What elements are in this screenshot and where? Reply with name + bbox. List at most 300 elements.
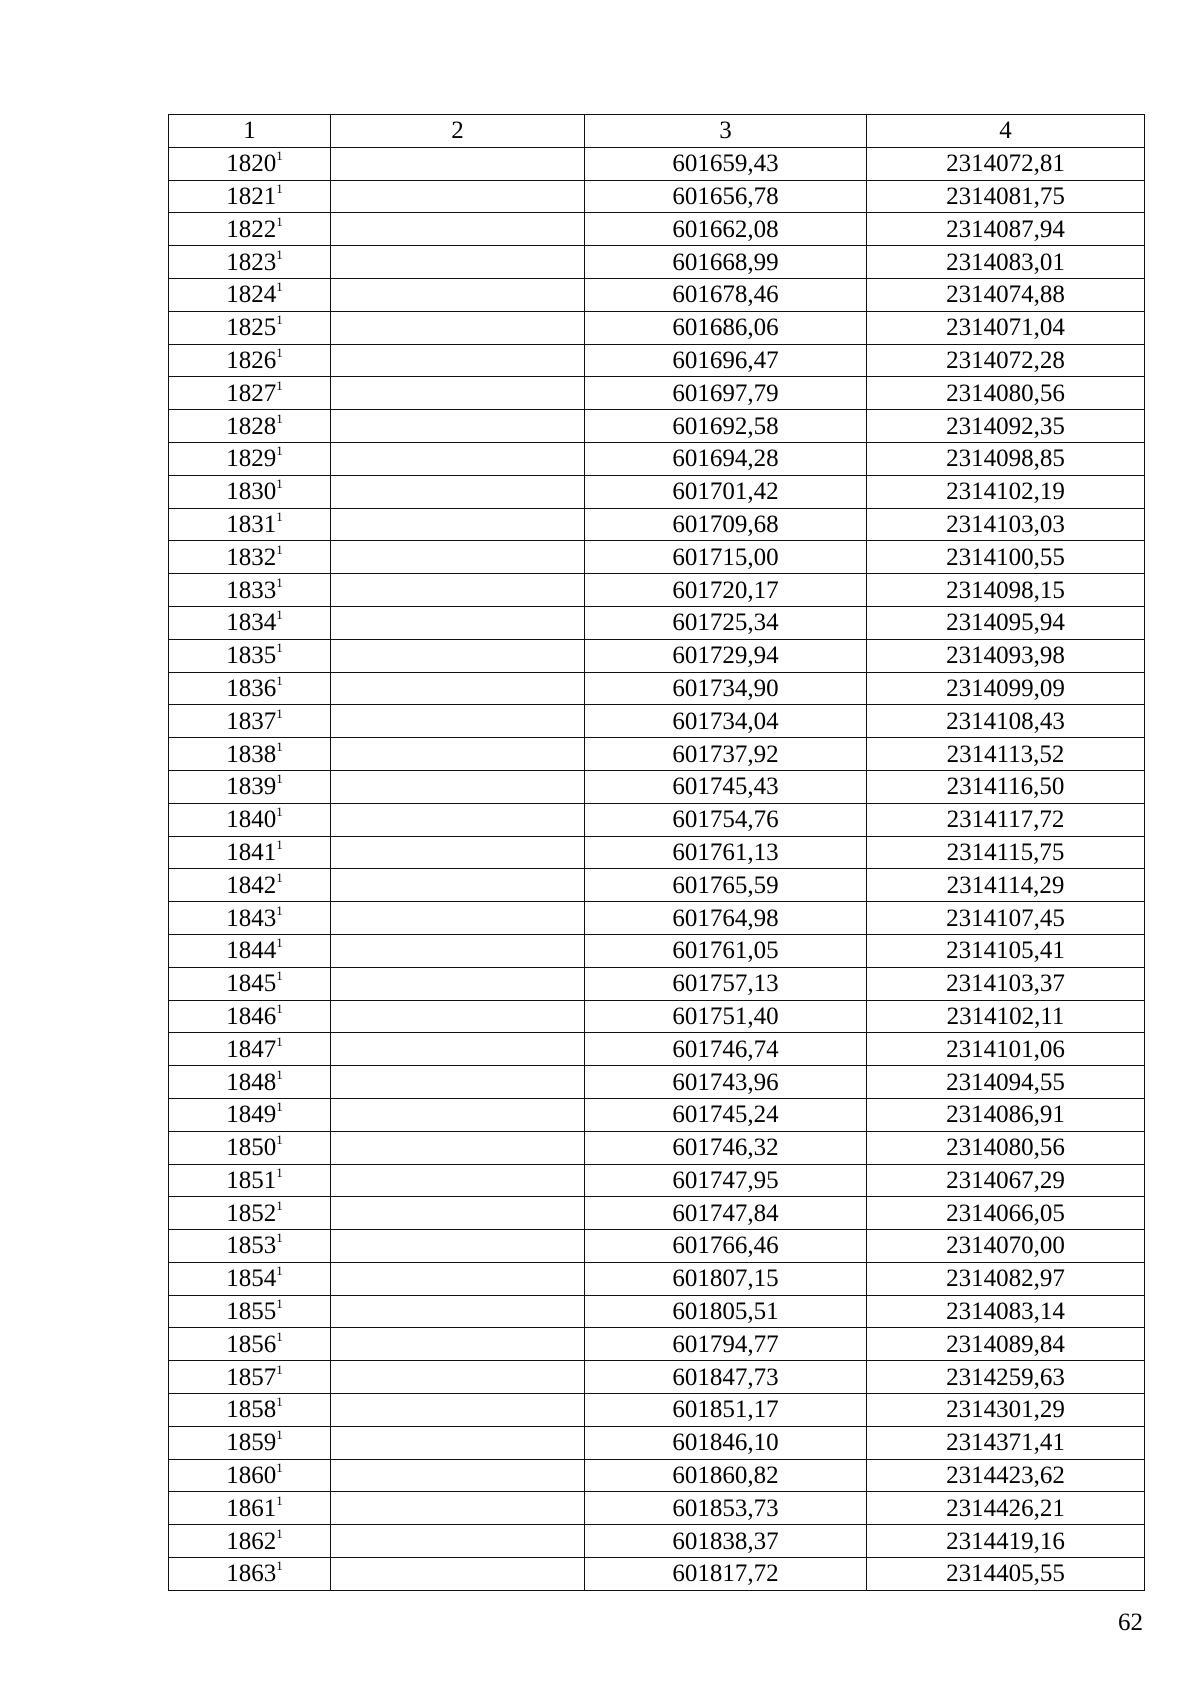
col2-cell: [331, 705, 585, 738]
point-superscript: 1: [276, 1296, 283, 1312]
y-coordinate-cell: 2314072,81: [867, 147, 1145, 180]
y-coordinate-cell: 2314102,11: [867, 1000, 1145, 1033]
table-row: [169, 541, 1145, 574]
table-row: [169, 1361, 1145, 1394]
point-superscript: 1: [276, 1132, 283, 1148]
col2-cell: [331, 1000, 585, 1033]
x-coordinate-cell: 601745,24: [585, 1098, 867, 1131]
point-number-cell: [169, 1558, 331, 1591]
point-number: 1834: [226, 609, 277, 637]
col2-cell: [331, 541, 585, 574]
x-coordinate-cell: 601678,46: [585, 278, 867, 311]
x-coordinate-cell: 601743,96: [585, 1066, 867, 1099]
point-superscript: 1: [276, 148, 283, 164]
point-superscript: 1: [276, 246, 283, 262]
table-row: [169, 934, 1145, 967]
y-coordinate-cell: 2314095,94: [867, 606, 1145, 639]
x-coordinate-cell: 601846,10: [585, 1426, 867, 1459]
table-row: [169, 1558, 1145, 1591]
point-number-cell: [169, 1131, 331, 1164]
table-row: [169, 1197, 1145, 1230]
point-number: 1821: [226, 182, 277, 210]
x-coordinate-cell: 601720,17: [585, 574, 867, 607]
x-coordinate-cell: 601851,17: [585, 1394, 867, 1427]
point-number-cell: [169, 1098, 331, 1131]
point-superscript: 1: [276, 902, 283, 918]
point-superscript: 1: [276, 1263, 283, 1279]
x-coordinate-cell: 601709,68: [585, 508, 867, 541]
x-coordinate-cell: 601754,76: [585, 803, 867, 836]
point-superscript: 1: [276, 1427, 283, 1443]
table-row: [169, 672, 1145, 705]
point-number-cell: [169, 246, 331, 279]
y-coordinate-cell: 2314099,09: [867, 672, 1145, 705]
point-superscript: 1: [276, 213, 283, 229]
table-row: [169, 1492, 1145, 1525]
x-coordinate-cell: 601817,72: [585, 1558, 867, 1591]
point-number-cell: [169, 377, 331, 410]
point-number: 1835: [226, 642, 277, 670]
y-coordinate-cell: 2314072,28: [867, 344, 1145, 377]
table-row: [169, 1295, 1145, 1328]
table-row: [169, 967, 1145, 1000]
x-coordinate-cell: 601751,40: [585, 1000, 867, 1033]
table-header: [169, 115, 1145, 148]
col2-cell: [331, 738, 585, 771]
point-superscript: 1: [276, 640, 283, 656]
col2-cell: [331, 147, 585, 180]
x-coordinate-cell: 601747,84: [585, 1197, 867, 1230]
table-row: [169, 705, 1145, 738]
y-coordinate-cell: 2314102,19: [867, 475, 1145, 508]
coordinates-table: [168, 114, 1145, 1591]
table-row: [169, 213, 1145, 246]
x-coordinate-cell: 601696,47: [585, 344, 867, 377]
table-row: [169, 738, 1145, 771]
x-coordinate-cell: 601701,42: [585, 475, 867, 508]
col2-cell: [331, 1262, 585, 1295]
point-number-cell: [169, 639, 331, 672]
y-coordinate-cell: 2314083,14: [867, 1295, 1145, 1328]
point-number: 1848: [226, 1068, 277, 1096]
col2-cell: [331, 574, 585, 607]
point-superscript: 1: [276, 1230, 283, 1246]
table-row: [169, 475, 1145, 508]
y-coordinate-cell: 2314103,37: [867, 967, 1145, 1000]
point-superscript: 1: [276, 1394, 283, 1410]
point-number-cell: [169, 836, 331, 869]
col2-cell: [331, 1066, 585, 1099]
col2-cell: [331, 934, 585, 967]
header-col-2: 2: [331, 115, 585, 148]
point-superscript: 1: [276, 1328, 283, 1344]
table-row: [169, 180, 1145, 213]
point-number: 1854: [226, 1265, 277, 1293]
point-number: 1853: [226, 1232, 277, 1260]
x-coordinate-cell: 601668,99: [585, 246, 867, 279]
point-number: 1823: [226, 248, 277, 276]
point-number: 1847: [226, 1035, 277, 1063]
point-number-cell: [169, 213, 331, 246]
x-coordinate-cell: 601692,58: [585, 410, 867, 443]
table-row: [169, 410, 1145, 443]
x-coordinate-cell: 601807,15: [585, 1262, 867, 1295]
y-coordinate-cell: 2314071,04: [867, 311, 1145, 344]
point-number: 1861: [226, 1494, 277, 1522]
point-number: 1840: [226, 806, 277, 834]
table-row: [169, 639, 1145, 672]
point-number: 1849: [226, 1101, 277, 1129]
point-superscript: 1: [276, 1525, 283, 1541]
x-coordinate-cell: 601686,06: [585, 311, 867, 344]
point-number: 1850: [226, 1134, 277, 1162]
point-number-cell: [169, 442, 331, 475]
x-coordinate-cell: 601697,79: [585, 377, 867, 410]
point-superscript: 1: [276, 410, 283, 426]
point-number-cell: [169, 1000, 331, 1033]
table-row: [169, 836, 1145, 869]
x-coordinate-cell: 601794,77: [585, 1328, 867, 1361]
point-number-cell: [169, 1426, 331, 1459]
x-coordinate-cell: 601729,94: [585, 639, 867, 672]
col2-cell: [331, 869, 585, 902]
point-superscript: 1: [276, 705, 283, 721]
point-number-cell: [169, 869, 331, 902]
point-number: 1846: [226, 1002, 277, 1030]
table-row: [169, 1525, 1145, 1558]
point-superscript: 1: [276, 377, 283, 393]
col2-cell: [331, 1394, 585, 1427]
point-number: 1829: [226, 445, 277, 473]
point-superscript: 1: [276, 574, 283, 590]
y-coordinate-cell: 2314094,55: [867, 1066, 1145, 1099]
col2-cell: [331, 1328, 585, 1361]
col2-cell: [331, 1492, 585, 1525]
point-number-cell: [169, 147, 331, 180]
x-coordinate-cell: 601694,28: [585, 442, 867, 475]
header-col-4: 4: [867, 115, 1145, 148]
x-coordinate-cell: 601746,32: [585, 1131, 867, 1164]
y-coordinate-cell: 2314092,35: [867, 410, 1145, 443]
point-number-cell: [169, 902, 331, 935]
point-number: 1858: [226, 1396, 277, 1424]
y-coordinate-cell: 2314082,97: [867, 1262, 1145, 1295]
col2-cell: [331, 180, 585, 213]
col2-cell: [331, 410, 585, 443]
col2-cell: [331, 803, 585, 836]
y-coordinate-cell: 2314080,56: [867, 1131, 1145, 1164]
y-coordinate-cell: 2314371,41: [867, 1426, 1145, 1459]
point-superscript: 1: [276, 1000, 283, 1016]
x-coordinate-cell: 601757,13: [585, 967, 867, 1000]
point-number-cell: [169, 574, 331, 607]
table-row: [169, 147, 1145, 180]
table-row: [169, 1459, 1145, 1492]
point-number: 1856: [226, 1330, 277, 1358]
col2-cell: [331, 1525, 585, 1558]
x-coordinate-cell: 601746,74: [585, 1033, 867, 1066]
point-number-cell: [169, 1230, 331, 1263]
col2-cell: [331, 606, 585, 639]
point-number-cell: [169, 672, 331, 705]
y-coordinate-cell: 2314105,41: [867, 934, 1145, 967]
point-number-cell: [169, 1066, 331, 1099]
point-number: 1825: [226, 314, 277, 342]
point-superscript: 1: [276, 804, 283, 820]
table-row: [169, 508, 1145, 541]
table-row: [169, 574, 1145, 607]
header-col-3: 3: [585, 115, 867, 148]
y-coordinate-cell: 2314259,63: [867, 1361, 1145, 1394]
point-number-cell: [169, 1033, 331, 1066]
point-number-cell: [169, 1459, 331, 1492]
x-coordinate-cell: 601766,46: [585, 1230, 867, 1263]
y-coordinate-cell: 2314423,62: [867, 1459, 1145, 1492]
point-superscript: 1: [276, 1066, 283, 1082]
table-row: [169, 442, 1145, 475]
y-coordinate-cell: 2314089,84: [867, 1328, 1145, 1361]
table-row: [169, 606, 1145, 639]
col2-cell: [331, 1295, 585, 1328]
x-coordinate-cell: 601662,08: [585, 213, 867, 246]
col2-cell: [331, 967, 585, 1000]
col2-cell: [331, 475, 585, 508]
col2-cell: [331, 344, 585, 377]
point-superscript: 1: [276, 476, 283, 492]
point-superscript: 1: [276, 1558, 283, 1574]
point-number-cell: [169, 475, 331, 508]
col2-cell: [331, 1426, 585, 1459]
point-number-cell: [169, 410, 331, 443]
y-coordinate-cell: 2314108,43: [867, 705, 1145, 738]
point-number-cell: [169, 934, 331, 967]
point-number-cell: [169, 1328, 331, 1361]
table-row: [169, 278, 1145, 311]
y-coordinate-cell: 2314405,55: [867, 1558, 1145, 1591]
point-number-cell: [169, 803, 331, 836]
point-number-cell: [169, 1361, 331, 1394]
x-coordinate-cell: 601737,92: [585, 738, 867, 771]
y-coordinate-cell: 2314066,05: [867, 1197, 1145, 1230]
point-number-cell: [169, 311, 331, 344]
point-number: 1842: [226, 871, 277, 899]
x-coordinate-cell: 601659,43: [585, 147, 867, 180]
point-superscript: 1: [276, 968, 283, 984]
col2-cell: [331, 1098, 585, 1131]
point-superscript: 1: [276, 541, 283, 557]
y-coordinate-cell: 2314107,45: [867, 902, 1145, 935]
x-coordinate-cell: 601761,05: [585, 934, 867, 967]
table-body: [169, 147, 1145, 1590]
point-superscript: 1: [276, 443, 283, 459]
point-number-cell: [169, 1492, 331, 1525]
col2-cell: [331, 377, 585, 410]
y-coordinate-cell: 2314117,72: [867, 803, 1145, 836]
col2-cell: [331, 508, 585, 541]
point-number: 1862: [226, 1527, 277, 1555]
col2-cell: [331, 1230, 585, 1263]
table-row: [169, 1131, 1145, 1164]
point-number: 1851: [226, 1166, 277, 1194]
point-superscript: 1: [276, 869, 283, 885]
point-superscript: 1: [276, 279, 283, 295]
point-number-cell: [169, 770, 331, 803]
y-coordinate-cell: 2314070,00: [867, 1230, 1145, 1263]
y-coordinate-cell: 2314103,03: [867, 508, 1145, 541]
col2-cell: [331, 1558, 585, 1591]
col2-cell: [331, 770, 585, 803]
y-coordinate-cell: 2314081,75: [867, 180, 1145, 213]
point-number-cell: [169, 180, 331, 213]
x-coordinate-cell: 601745,43: [585, 770, 867, 803]
point-number-cell: [169, 1525, 331, 1558]
col2-cell: [331, 442, 585, 475]
table-row: [169, 1426, 1145, 1459]
point-number: 1860: [226, 1462, 277, 1490]
table-row: [169, 311, 1145, 344]
col2-cell: [331, 836, 585, 869]
y-coordinate-cell: 2314116,50: [867, 770, 1145, 803]
point-number-cell: [169, 1164, 331, 1197]
x-coordinate-cell: 601853,73: [585, 1492, 867, 1525]
y-coordinate-cell: 2314100,55: [867, 541, 1145, 574]
x-coordinate-cell: 601847,73: [585, 1361, 867, 1394]
col2-cell: [331, 1131, 585, 1164]
col2-cell: [331, 1459, 585, 1492]
point-superscript: 1: [276, 180, 283, 196]
table-row: [169, 1394, 1145, 1427]
point-number: 1855: [226, 1298, 277, 1326]
point-number-cell: [169, 508, 331, 541]
table-row: [169, 770, 1145, 803]
x-coordinate-cell: 601805,51: [585, 1295, 867, 1328]
col2-cell: [331, 1033, 585, 1066]
header-col-1: 1: [169, 115, 331, 148]
point-superscript: 1: [276, 1361, 283, 1377]
point-superscript: 1: [276, 1033, 283, 1049]
header-row: [169, 115, 1145, 148]
col2-cell: [331, 1164, 585, 1197]
x-coordinate-cell: 601725,34: [585, 606, 867, 639]
point-superscript: 1: [276, 1492, 283, 1508]
col2-cell: [331, 278, 585, 311]
y-coordinate-cell: 2314101,06: [867, 1033, 1145, 1066]
col2-cell: [331, 1197, 585, 1230]
point-number: 1832: [226, 543, 277, 571]
point-number: 1844: [226, 937, 277, 965]
y-coordinate-cell: 2314086,91: [867, 1098, 1145, 1131]
col2-cell: [331, 1361, 585, 1394]
table-row: [169, 1066, 1145, 1099]
x-coordinate-cell: 601734,04: [585, 705, 867, 738]
point-number: 1824: [226, 281, 277, 309]
table-row: [169, 1033, 1145, 1066]
y-coordinate-cell: 2314419,16: [867, 1525, 1145, 1558]
point-number-cell: [169, 738, 331, 771]
point-number-cell: [169, 344, 331, 377]
y-coordinate-cell: 2314093,98: [867, 639, 1145, 672]
col2-cell: [331, 246, 585, 279]
point-number: 1845: [226, 970, 277, 998]
point-number: 1837: [226, 707, 277, 735]
col2-cell: [331, 902, 585, 935]
point-number: 1830: [226, 478, 277, 506]
y-coordinate-cell: 2314083,01: [867, 246, 1145, 279]
point-number-cell: [169, 705, 331, 738]
x-coordinate-cell: 601764,98: [585, 902, 867, 935]
y-coordinate-cell: 2314074,88: [867, 278, 1145, 311]
point-number-cell: [169, 1262, 331, 1295]
y-coordinate-cell: 2314115,75: [867, 836, 1145, 869]
point-superscript: 1: [276, 1460, 283, 1476]
point-superscript: 1: [276, 1164, 283, 1180]
table-row: [169, 1230, 1145, 1263]
point-number-cell: [169, 1295, 331, 1328]
table-row: [169, 1164, 1145, 1197]
y-coordinate-cell: 2314080,56: [867, 377, 1145, 410]
point-superscript: 1: [276, 672, 283, 688]
point-number: 1843: [226, 904, 277, 932]
point-number-cell: [169, 606, 331, 639]
point-number-cell: [169, 967, 331, 1000]
y-coordinate-cell: 2314098,85: [867, 442, 1145, 475]
y-coordinate-cell: 2314301,29: [867, 1394, 1145, 1427]
point-superscript: 1: [276, 312, 283, 328]
point-number: 1836: [226, 674, 277, 702]
table-row: [169, 246, 1145, 279]
point-number: 1827: [226, 379, 277, 407]
page-number: 62: [1118, 1609, 1143, 1636]
y-coordinate-cell: 2314098,15: [867, 574, 1145, 607]
point-number: 1841: [226, 838, 277, 866]
point-number: 1822: [226, 215, 277, 243]
point-number-cell: [169, 1197, 331, 1230]
x-coordinate-cell: 601765,59: [585, 869, 867, 902]
point-number-cell: [169, 541, 331, 574]
col2-cell: [331, 672, 585, 705]
point-superscript: 1: [276, 1197, 283, 1213]
x-coordinate-cell: 601715,00: [585, 541, 867, 574]
y-coordinate-cell: 2314113,52: [867, 738, 1145, 771]
point-number: 1828: [226, 412, 277, 440]
point-number: 1852: [226, 1199, 277, 1227]
table-row: [169, 803, 1145, 836]
point-superscript: 1: [276, 836, 283, 852]
point-number: 1857: [226, 1363, 277, 1391]
point-superscript: 1: [276, 344, 283, 360]
x-coordinate-cell: 601734,90: [585, 672, 867, 705]
table-row: [169, 869, 1145, 902]
table-row: [169, 344, 1145, 377]
col2-cell: [331, 213, 585, 246]
point-number: 1839: [226, 773, 277, 801]
x-coordinate-cell: 601761,13: [585, 836, 867, 869]
y-coordinate-cell: 2314114,29: [867, 869, 1145, 902]
y-coordinate-cell: 2314067,29: [867, 1164, 1145, 1197]
point-superscript: 1: [276, 738, 283, 754]
table-row: [169, 1328, 1145, 1361]
point-number: 1826: [226, 346, 277, 374]
point-number: 1859: [226, 1429, 277, 1457]
point-superscript: 1: [276, 607, 283, 623]
table-row: [169, 1098, 1145, 1131]
table-row: [169, 902, 1145, 935]
point-number: 1831: [226, 510, 277, 538]
x-coordinate-cell: 601860,82: [585, 1459, 867, 1492]
point-number: 1833: [226, 576, 277, 604]
point-number: 1838: [226, 740, 277, 768]
table-row: [169, 377, 1145, 410]
